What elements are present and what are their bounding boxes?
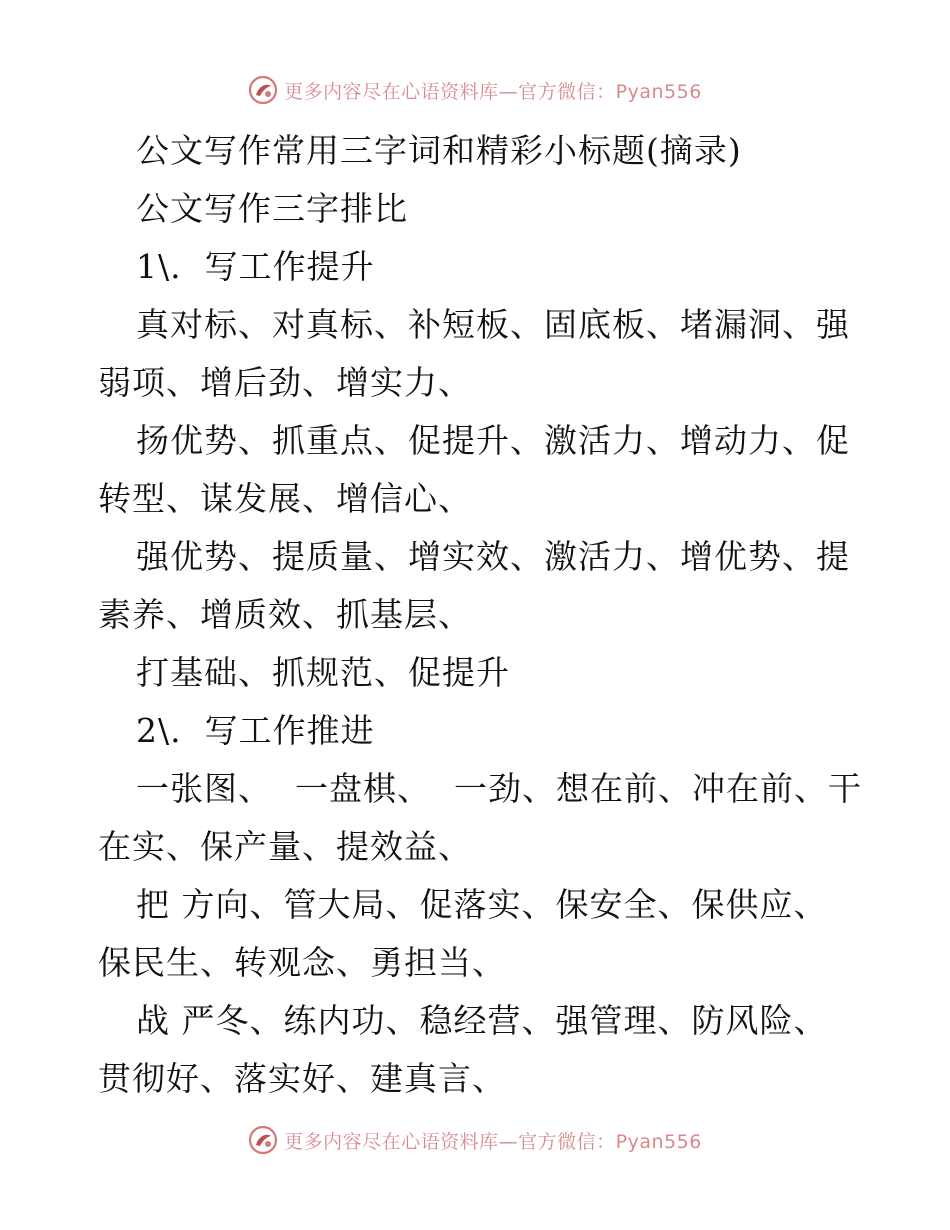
text-line: 2\. 写工作推进 [136,711,375,750]
text-line: 弱项、增后劲、增实力、 [98,363,472,402]
watermark-text: 更多内容尽在心语资料库—官方微信：Pyan556 [284,80,702,103]
seal-logo-icon [248,1125,278,1155]
text-line: 在实、保产量、提效益、 [98,827,472,866]
seal-logo-icon [248,75,278,105]
text-line: 真对标、对真标、补短板、固底板、堵漏洞、强 [136,305,850,344]
document-body [98,122,862,1108]
text-line: 转型、谋发展、增信心、 [98,479,472,518]
text-line: 公文写作三字排比 [136,189,408,228]
watermark-banner-top [0,70,950,110]
text-line: 素养、增质效、抓基层、 [98,595,472,634]
text-line: 把 方向、管大局、促落实、保安全、保供应、 [136,885,828,924]
text-line: 扬优势、抓重点、促提升、激活力、增动力、促 [136,421,850,460]
text-line: 打基础、抓规范、促提升 [136,653,510,692]
text-line: 强优势、提质量、增实效、激活力、增优势、提 [136,537,850,576]
text-line: 1\. 写工作提升 [136,247,375,286]
text-line: 保民生、转观念、勇担当、 [98,943,506,982]
text-line: 公文写作常用三字词和精彩小标题(摘录) [136,131,742,170]
watermark-banner-bottom [0,1120,950,1160]
text-line: 贯彻好、落实好、建真言、 [98,1059,506,1098]
watermark-text: 更多内容尽在心语资料库—官方微信：Pyan556 [284,1130,702,1153]
text-line: 一张图、 一盘棋、 一劲、想在前、冲在前、干 [136,769,862,808]
text-line: 战 严冬、练内功、稳经营、强管理、防风险、 [136,1001,828,1040]
